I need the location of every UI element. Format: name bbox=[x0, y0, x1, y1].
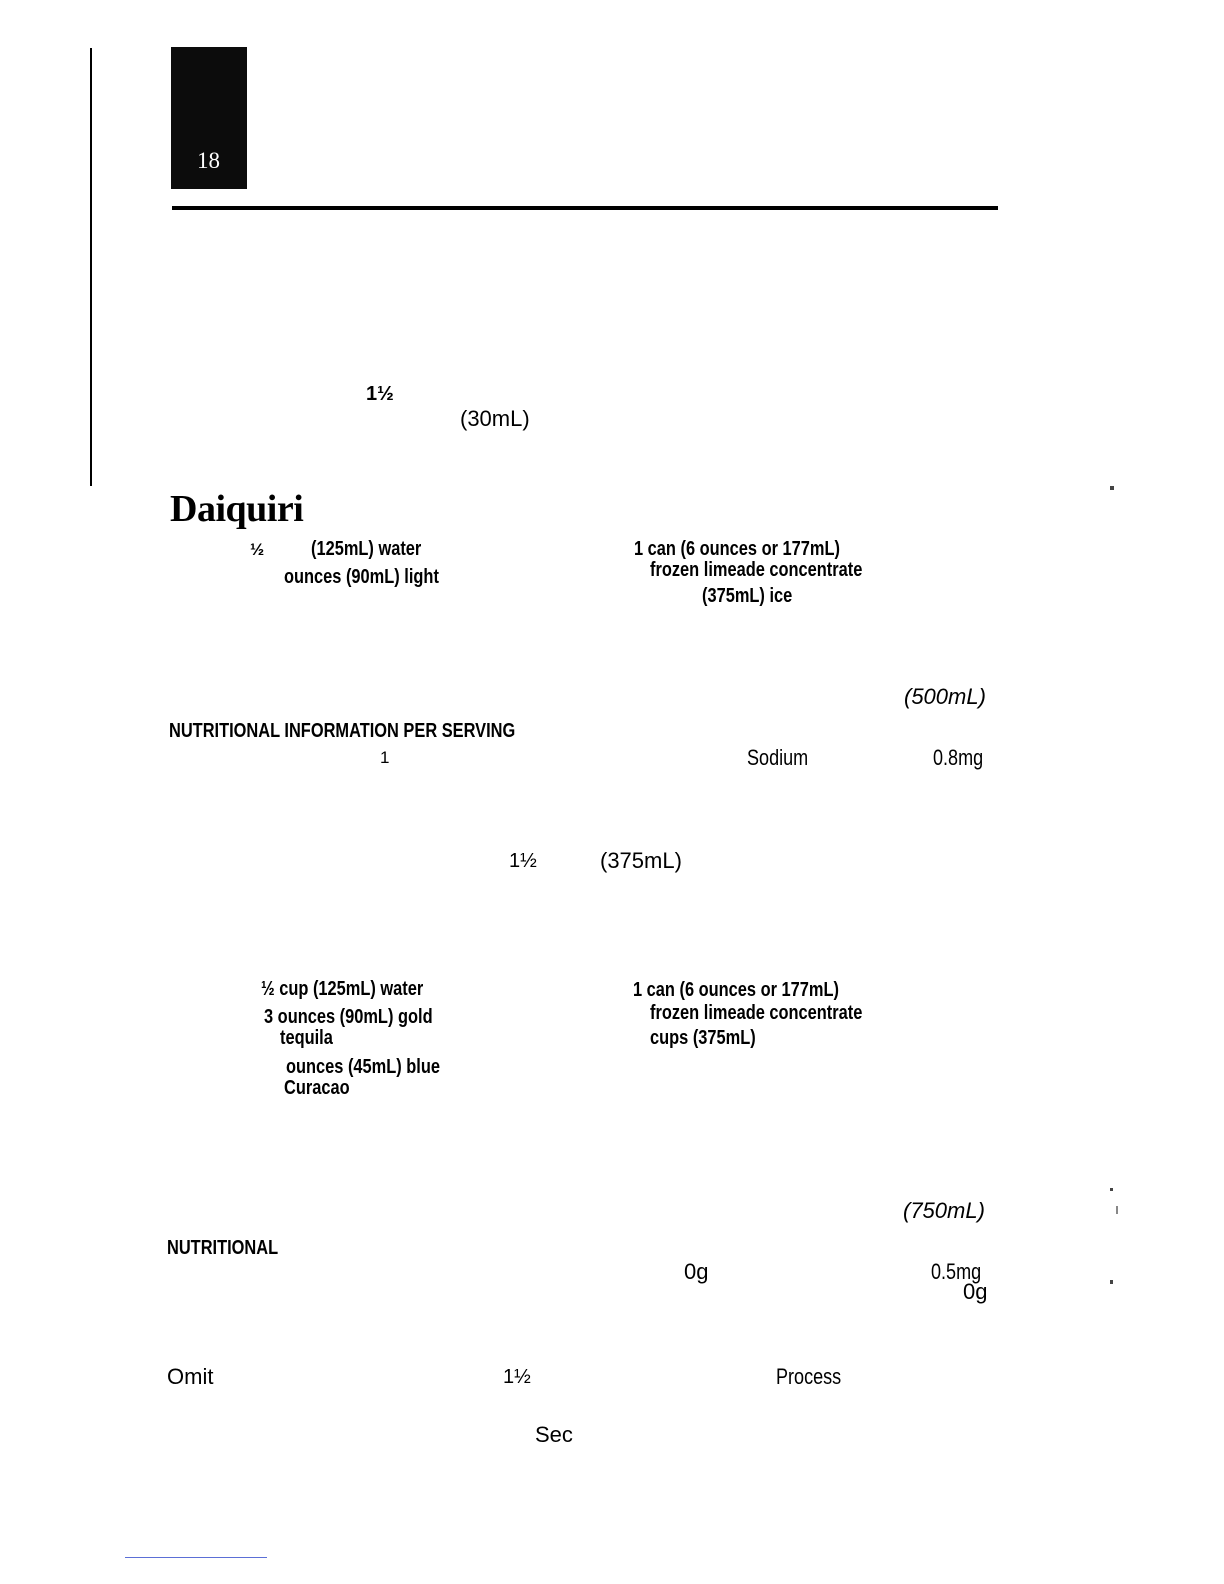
margarita-nutrition-value-0g: 0g bbox=[684, 1259, 709, 1284]
margarita-ingredient-curacao: ounces (45mL) blue bbox=[286, 1056, 441, 1078]
margarita-ingredient-tequila: 3 ounces (90mL) gold bbox=[264, 1006, 433, 1028]
scan-speck bbox=[1116, 1206, 1118, 1214]
margarita-ingredient-water: ½ cup (125mL) water bbox=[261, 978, 424, 1000]
daiquiri-ingredient-limeade-can: 1 can (6 ounces or 177mL) bbox=[634, 538, 840, 560]
daiquiri-yield: (500mL) bbox=[904, 684, 986, 709]
daiquiri-ingredient-fraction: ½ bbox=[250, 540, 265, 559]
header-rule bbox=[172, 206, 998, 210]
left-margin-rule bbox=[90, 48, 92, 486]
margarita-nutrition-value-0-5mg: 0.5mg bbox=[931, 1259, 982, 1284]
note-omit: Omit bbox=[167, 1364, 214, 1389]
margarita-nutrition-value-0g-2: 0g bbox=[963, 1279, 988, 1304]
note-fraction: 1½ bbox=[503, 1366, 531, 1388]
scan-speck bbox=[1110, 486, 1114, 490]
scan-speck bbox=[1110, 1188, 1113, 1191]
daiquiri-nutrition-heading: NUTRITIONAL INFORMATION PER SERVING bbox=[169, 720, 516, 742]
daiquiri-variation-quantity: (375mL) bbox=[600, 848, 682, 873]
daiquiri-ingredient-ice: (375mL) ice bbox=[702, 585, 793, 607]
margarita-yield: (750mL) bbox=[903, 1198, 985, 1223]
daiquiri-variation-fraction: 1½ bbox=[509, 850, 537, 872]
daiquiri-sodium-label: Sodium bbox=[747, 745, 809, 770]
top-fraction: 1½ bbox=[366, 383, 394, 405]
daiquiri-ingredient-water: (125mL) water bbox=[311, 538, 422, 560]
note-sec: Sec bbox=[535, 1422, 573, 1447]
margarita-ingredient-curacao-cont: Curacao bbox=[284, 1077, 350, 1099]
daiquiri-sodium-value: 0.8mg bbox=[933, 745, 984, 770]
footer-rule bbox=[125, 1557, 267, 1558]
daiquiri-ingredient-rum: ounces (90mL) light bbox=[284, 566, 439, 588]
margarita-ingredient-limeade-can: 1 can (6 ounces or 177mL) bbox=[633, 979, 839, 1001]
scan-speck bbox=[1110, 1280, 1113, 1284]
margarita-nutrition-heading: NUTRITIONAL bbox=[167, 1237, 279, 1259]
daiquiri-ingredient-limeade: frozen limeade concentrate bbox=[650, 559, 863, 581]
margarita-ingredient-ice: cups (375mL) bbox=[650, 1027, 756, 1049]
recipe-title-daiquiri: Daiquiri bbox=[170, 488, 304, 530]
page-number: 18 bbox=[197, 148, 220, 173]
daiquiri-serving-count: 1 bbox=[380, 748, 390, 767]
margarita-ingredient-tequila-cont: tequila bbox=[280, 1027, 333, 1049]
note-process: Process bbox=[776, 1364, 842, 1389]
margarita-ingredient-limeade: frozen limeade concentrate bbox=[650, 1002, 863, 1024]
top-quantity: (30mL) bbox=[460, 406, 530, 431]
